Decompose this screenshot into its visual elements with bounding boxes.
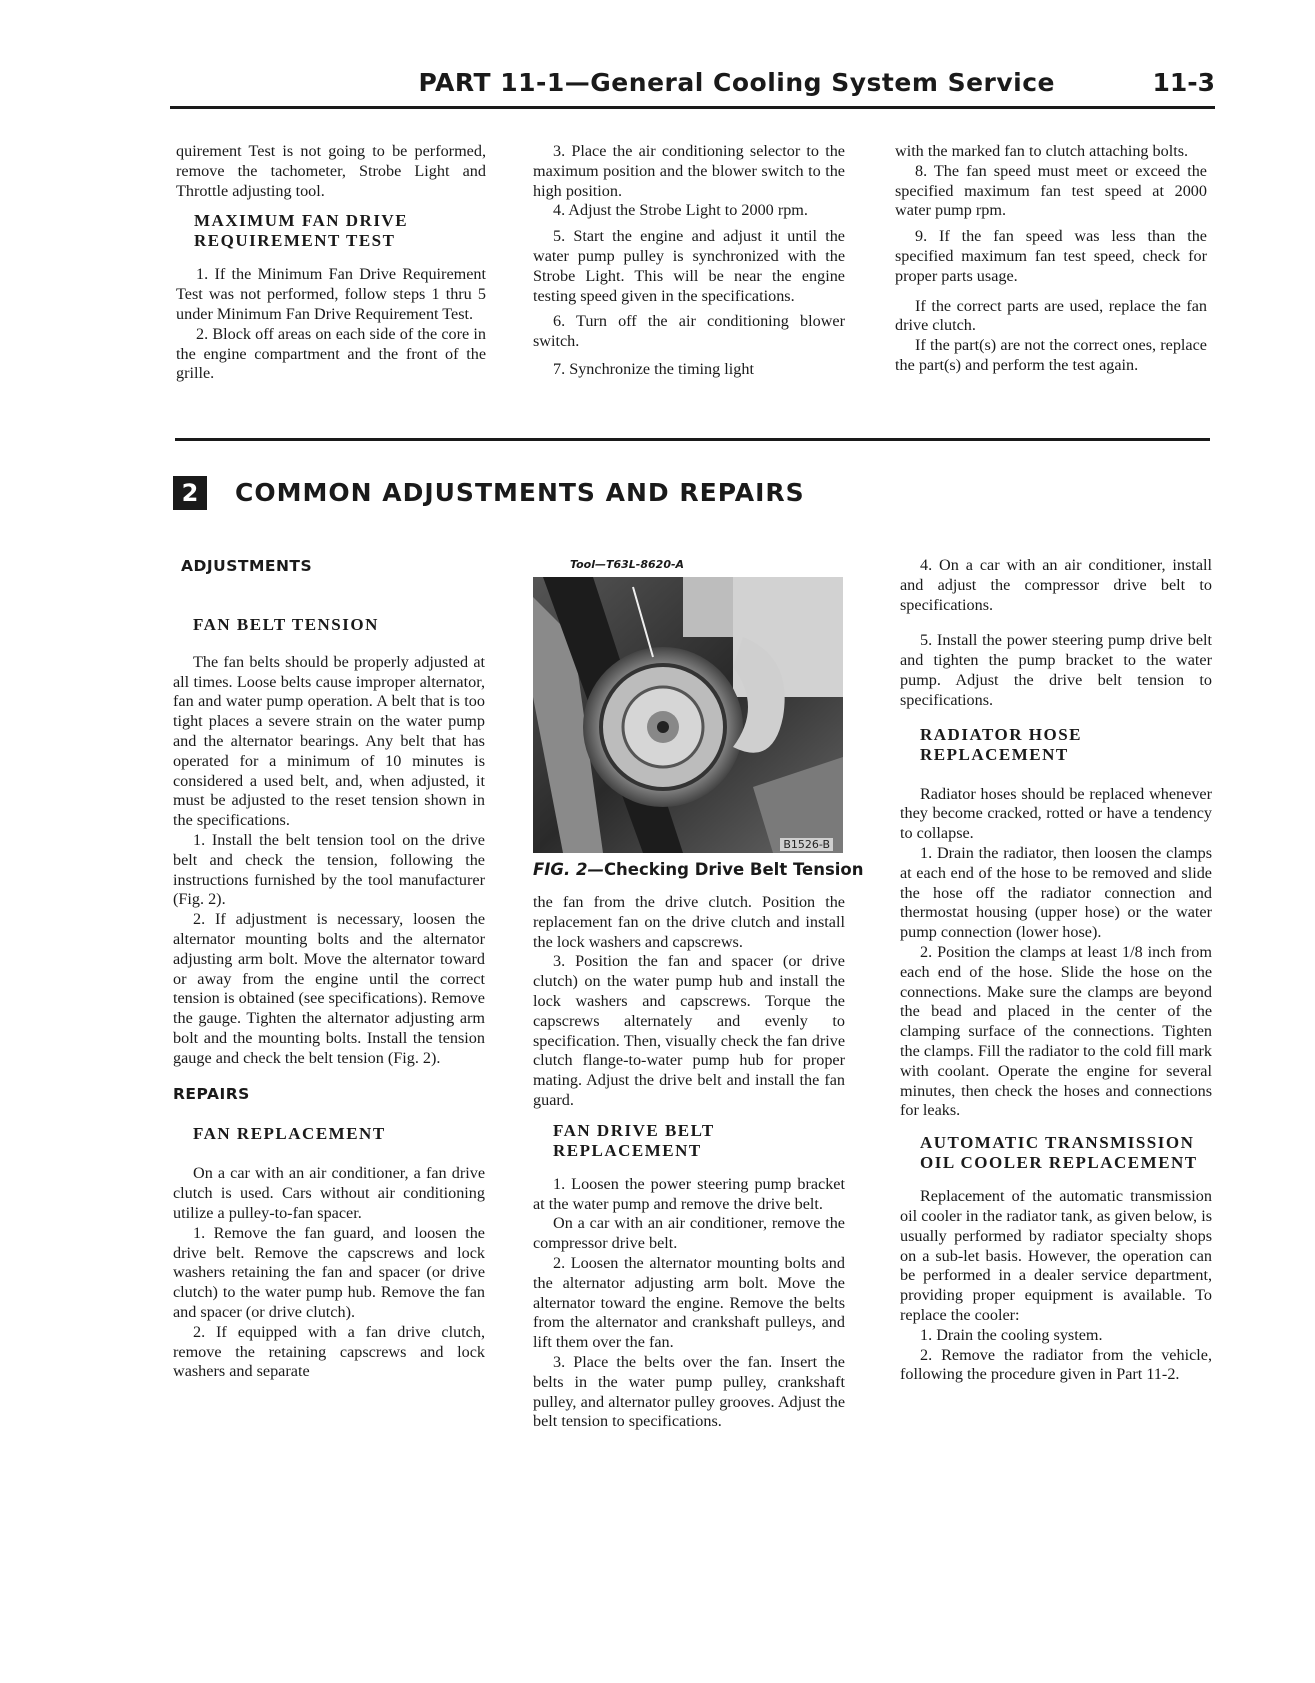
- belt-tension-illustration: [533, 577, 843, 853]
- paragraph: 1. Remove the fan guard, and loosen the drive belt. Remove the capscrews and lock washers retaining the fan and spacer (or drive clutch) to the water pump hub. Remove the fan and spacer (or drive clutch).: [173, 1223, 485, 1321]
- top-column-1: [176, 142, 486, 384]
- belt-tension-photo: [533, 577, 843, 853]
- adjustments-heading: ADJUSTMENTS: [181, 557, 313, 575]
- subheading: FAN BELT TENSION: [193, 614, 379, 634]
- page-header: [170, 66, 1215, 109]
- section-title: COMMON ADJUSTMENTS AND REPAIRS: [235, 478, 805, 507]
- paragraph: The fan belts should be properly adjusted at all times. Loose belts cause improper alternator, fan and water pump operation. A belt that is too tight places a severe strain on the water pump and the alternator bearings. Any belt that has operated for a minimum of 10 minutes is considered a used belt, and, when adjusted, it must be adjusted to the reset tension shown in the specifications.: [173, 652, 485, 830]
- subheading: FAN DRIVE BELT REPLACEMENT: [553, 1120, 715, 1160]
- paragraph: 2. Remove the radiator from the vehicle, following the procedure given in Part 11-2.: [900, 1345, 1212, 1384]
- paragraph: 8. The fan speed must meet or exceed the specified maximum fan test speed at 2000 water pump rpm.: [895, 161, 1207, 220]
- paragraph: On a car with an air conditioner, a fan drive clutch is used. Cars without air conditioning utilize a pulley-to-fan spacer.: [173, 1164, 485, 1222]
- paragraph: On a car with an air conditioner, remove the compressor drive belt.: [533, 1214, 845, 1253]
- paragraph: the fan from the drive clutch. Position the replacement fan on the drive clutch and install the lock washers and capscrews.: [533, 893, 845, 951]
- top-column-2: [533, 142, 845, 380]
- figure-caption: [533, 860, 864, 879]
- paragraph: 2. If equipped with a fan drive clutch, remove the retaining capscrews and lock washers and separate: [173, 1322, 485, 1381]
- figure-caption-text: Checking Drive Belt Tension: [603, 860, 864, 879]
- subheading: FAN REPLACEMENT: [193, 1124, 386, 1144]
- paragraph: 7. Synchronize the timing light: [553, 359, 754, 378]
- paragraph: 1. Drain the radiator, then loosen the clamps at each end of the hose to be removed and slide the hose off the radiator connection and thermostat housing (upper hose) or the water pump connection (lower hose).: [900, 843, 1212, 942]
- paragraph: 3. Place the belts over the fan. Insert the belts in the water pump pulley, crankshaft pulley, and alternator pulley grooves. Adjust the belt tension to specifications.: [533, 1352, 845, 1431]
- paragraph: 1. If the Minimum Fan Drive Requirement Test was not performed, follow steps 1 thru 5 under Minimum Fan Drive Requirement Test.: [176, 265, 486, 323]
- subheading: MAXIMUM FAN DRIVE REQUIREMENT TEST: [194, 211, 409, 251]
- paragraph: 2. Block off areas on each side of the core in the engine compartment and the front of the grille.: [176, 324, 486, 383]
- paragraph: 1. Loosen the power steering pump bracket at the water pump and remove the drive belt.: [533, 1174, 845, 1213]
- paragraph: 6. Turn off the air conditioning blower switch.: [533, 312, 845, 351]
- paragraph: If the correct parts are used, replace the fan drive clutch.: [895, 296, 1207, 335]
- paragraph: 9. If the fan speed was less than the specified maximum fan test speed, check for proper parts usage.: [895, 227, 1207, 285]
- subheading: RADIATOR HOSE REPLACEMENT: [920, 724, 1082, 764]
- paragraph: 1. Install the belt tension tool on the drive belt and check the tension, following the instructions furnished by the tool manufacturer (Fig. 2).: [173, 830, 485, 909]
- paragraph: 1. Drain the cooling system.: [920, 1325, 1103, 1344]
- section-number-badge: 2: [173, 476, 207, 510]
- paragraph: with the marked fan to clutch attaching bolts.: [895, 142, 1189, 160]
- paragraph: quirement Test is not going to be performed, remove the tachometer, Strobe Light and Throttle adjusting tool.: [176, 142, 486, 200]
- paragraph: 5. Install the power steering pump drive belt and tighten the pump bracket to the water pump. Adjust the drive belt tension to specifications.: [900, 631, 1212, 709]
- page-title: PART 11-1—General Cooling System Service: [418, 68, 1055, 97]
- subheading: AUTOMATIC TRANSMISSION OIL COOLER REPLACEMENT: [920, 1133, 1198, 1173]
- figure-number: FIG. 2—: [533, 860, 604, 879]
- paragraph: 4. On a car with an air conditioner, install and adjust the compressor drive belt to specifications.: [900, 556, 1212, 614]
- paragraph: 3. Position the fan and spacer (or drive clutch) on the water pump hub and install the lock washers and capscrews. Torque the capscrews alternately and evenly to specification. Then, visually check the fan drive clutch flange-to-water pump hub for proper mating. Adjust the drive belt and install the fan guard.: [533, 952, 845, 1109]
- page-number: 11-3: [1152, 68, 1215, 97]
- left-column: [173, 557, 485, 1382]
- repairs-heading: REPAIRS: [173, 1084, 250, 1103]
- paragraph: If the part(s) are not the correct ones, replace the part(s) and perform the test again.: [895, 336, 1207, 374]
- paragraph: 4. Adjust the Strobe Light to 2000 rpm.: [553, 201, 808, 220]
- paragraph: 5. Start the engine and adjust it until the water pump pulley is synchronized with the Strobe Light. This will be near the engine testing speed given in the specifications.: [533, 227, 845, 305]
- paragraph: 2. Position the clamps at least 1/8 inch from each end of the hose. Slide the hose on the connections. Make sure the clamps are beyond the bead and placed in the center of the clamping surface of the connections. Tighten the clamps. Fill the radiator to the cold fill mark with coolant. Operate the engine for several minutes, then check the hoses and connections for leaks.: [900, 942, 1212, 1120]
- photo-id: B1526-B: [780, 838, 833, 851]
- paragraph: Replacement of the automatic transmission oil cooler in the radiator tank, as given below, is usually performed by radiator specialty shops on a sub-let basis. However, the operation can be performed in a dealer service department, providing proper equipment is available. To replace the cooler:: [900, 1187, 1212, 1324]
- top-column-3: [895, 142, 1207, 376]
- paragraph: Radiator hoses should be replaced whenever they become cracked, rotted or have a tendency to collapse.: [900, 784, 1212, 843]
- paragraph: 3. Place the air conditioning selector to the maximum position and the blower switch to the high position.: [533, 142, 845, 200]
- paragraph: 2. Loosen the alternator mounting bolts and the alternator adjusting arm bolt. Move the alternator toward the engine. Remove the belts from the alternator and crankshaft pulleys, and lift them over the fan.: [533, 1253, 845, 1352]
- middle-column: [533, 893, 845, 1432]
- tool-label: Tool—T63L-8620-A: [570, 558, 685, 571]
- paragraph: 2. If adjustment is necessary, loosen the alternator mounting bolts and the alternator adjusting arm bolt. Move the alternator toward or away from the engine until the correct tension is obtained (see specifications). Remove the gauge. Tighten the alternator adjusting arm bolt and the mounting bolts. Install the tension gauge and check the belt tension (Fig. 2).: [173, 910, 485, 1067]
- right-column: [900, 556, 1212, 1385]
- section-divider: [175, 438, 1210, 441]
